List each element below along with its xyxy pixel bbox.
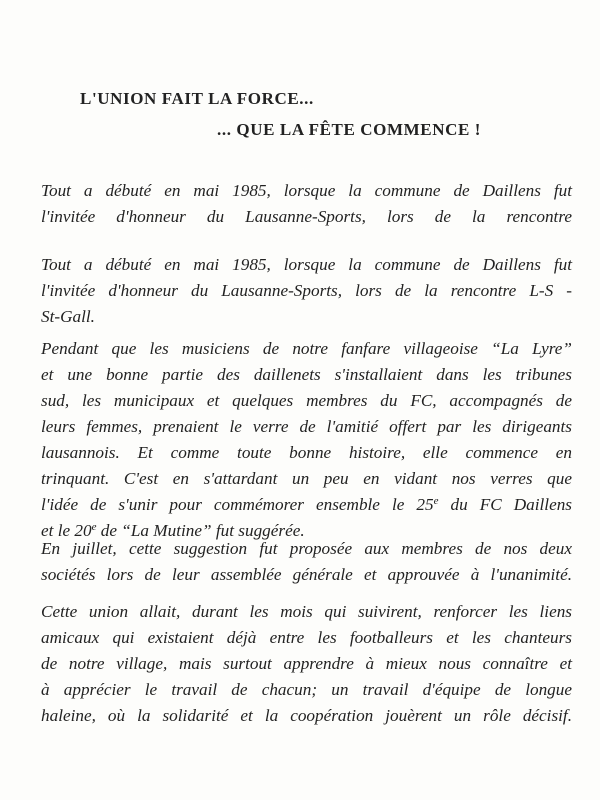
text-line: Tout a débuté en mai 1985, lorsque la commune de Daillens fut [41,181,572,200]
text-line: En juillet, cette suggestion fut proposée aux membres de nos deux [41,539,572,558]
text-line: à apprécier le travail de chacun; un travail d'équipe de longue [41,680,572,699]
text-line: l'invitée d'honneur du Lausanne-Sports, lors de la rencontre L-S - [41,281,572,300]
heading-line-2: ... QUE LA FÊTE COMMENCE ! [217,120,482,139]
text-fragment: du FC Daillens [438,495,572,514]
paragraph-story [41,336,572,544]
text-fragment: de “La Mutine” fut suggérée. [96,521,305,540]
text-line-anniversary [41,492,572,518]
text-line: amicaux qui existaient déjà entre les footballeurs et les chanteurs [41,628,572,647]
text-fragment: et le 20 [41,521,92,540]
paragraph-union [41,599,572,729]
text-line: haleine, où la solidarité et la coopération jouèrent un rôle décisif. [41,706,572,725]
text-line: St-Gall. [41,307,95,326]
text-line: lausannois. Et comme toute bonne histoire, elle commence en [41,443,572,462]
text-line: l'invitée d'honneur du Lausanne-Sports, lors de la rencontre [41,207,572,226]
ordinal-suffix: e [91,521,97,533]
paragraph-intro-draft [41,178,572,230]
text-line: leurs femmes, prenaient le verre de l'amitié offert par les dirigeants [41,417,572,436]
paragraph-july [41,536,572,588]
text-line: Tout a débuté en mai 1985, lorsque la commune de Daillens fut [41,255,572,274]
text-line: de notre village, mais surtout apprendre à mieux nous connaître et [41,654,572,673]
paragraph-intro [41,252,572,330]
text-line: Cette union allait, durant les mois qui suivirent, renforcer les liens [41,602,572,621]
text-line: trinquant. C'est en s'attardant un peu en vidant nos verres que [41,469,572,488]
text-line: sud, les municipaux et quelques membres du FC, accompagnés de [41,391,572,410]
ordinal-suffix: e [433,495,439,507]
text-fragment: l'idée de s'unir pour commémorer ensemble le 25 [41,495,434,514]
text-line: Pendant que les musiciens de notre fanfare villageoise “La Lyre” [41,339,572,358]
text-line: et une bonne partie des daillenets s'installaient dans les tribunes [41,365,572,384]
text-line: sociétés lors de leur assemblée générale et approuvée à l'unanimité. [41,565,572,584]
heading-line-1: L'UNION FAIT LA FORCE... [80,89,314,108]
